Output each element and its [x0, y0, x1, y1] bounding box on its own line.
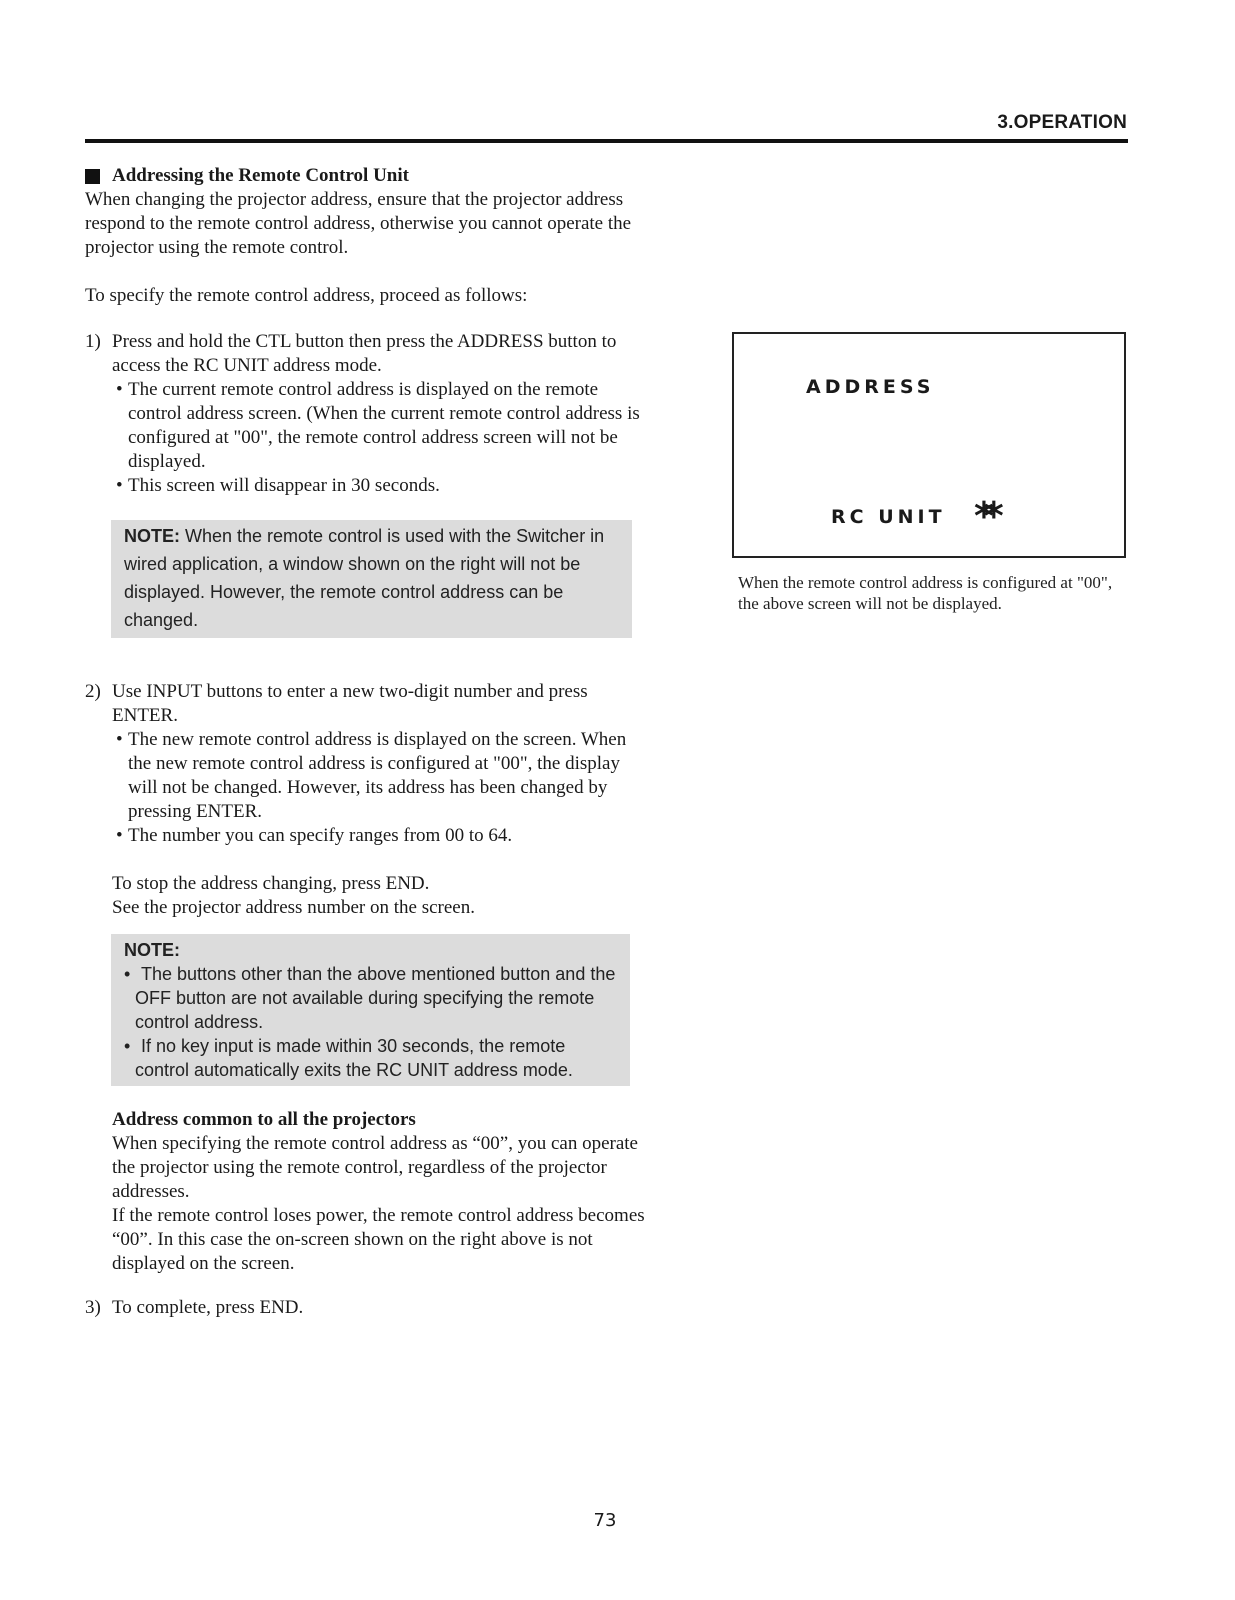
common-address-heading: Address common to all the projectors — [112, 1109, 416, 1130]
note-bullet — [124, 962, 618, 1034]
intro-paragraph: When changing the projector address, ensure that the projector address respond to the remote control address, otherwise you cannot operate the projector using the remote control. — [85, 189, 632, 258]
step-2-text-block — [85, 680, 645, 920]
step-2-bullet-text: The new remote control address is displayed on the screen. When the new remote control address is configured at "00", the display will not be changed. However, its address has been changed by pressing ENTER. — [128, 729, 627, 822]
step-2-note — [111, 934, 630, 1086]
note-bullet-text: If no key input is made within 30 seconds, the remote control automatically exits the RC UNIT address mode. — [135, 1036, 573, 1080]
intro-section — [85, 164, 645, 308]
step-2-bullet — [112, 728, 645, 824]
rc-unit-value: ** — [974, 494, 994, 538]
bullet-dot-icon: • — [116, 729, 123, 750]
step-3 — [85, 1296, 645, 1320]
common-address-block — [85, 1108, 645, 1276]
note-bullet-text: The buttons other than the above mentioned button and the OFF button are not available during specifying the remote control address. — [135, 964, 616, 1032]
header-rule — [85, 139, 1128, 143]
bullet-dot-icon: • — [116, 379, 123, 400]
step-1-number: 1) — [85, 331, 101, 352]
step-3-number: 3) — [85, 1297, 101, 1318]
step-3-text: To complete, press END. — [112, 1297, 304, 1318]
bullet-dot-icon: • — [116, 825, 123, 846]
common-address-paragraph-1: When specifying the remote control address as “00”, you can operate the projector using the remote control, regardless of the projector addresses. — [112, 1133, 638, 1202]
step-2-bullet-text: The number you can specify ranges from 00 to 64. — [128, 825, 513, 846]
bullet-dot-icon: • — [124, 1036, 131, 1056]
section-heading — [85, 164, 645, 188]
note-label: NOTE: — [124, 526, 180, 546]
page-number: 73 — [593, 1510, 617, 1531]
square-bullet-icon — [85, 169, 100, 184]
common-address-paragraph-2: If the remote control loses power, the remote control address becomes “00”. In this case the on-screen shown on the right above is not displayed on the screen. — [112, 1205, 645, 1274]
intro-lead: To specify the remote control address, proceed as follows: — [85, 285, 528, 306]
step-1 — [85, 330, 645, 638]
note-label: NOTE: — [124, 940, 180, 960]
step-2-text: Use INPUT buttons to enter a new two-digit number and press ENTER. — [112, 681, 588, 726]
step-2-bullet — [112, 824, 645, 848]
note-bullet — [124, 1034, 618, 1082]
step-2 — [85, 680, 645, 1276]
stop-instruction: To stop the address changing, press END. — [112, 873, 430, 894]
step-1-bullet-text: The current remote control address is displayed on the remote control address screen. (When the current remote control address is configured at "00", the remote control address screen will not be displayed. — [128, 379, 640, 472]
section-header: 3.OPERATION — [997, 112, 1127, 133]
step-1-bullet-text: This screen will disappear in 30 seconds. — [128, 475, 440, 496]
bullet-dot-icon: • — [124, 964, 131, 984]
screen-caption: When the remote control address is configured at "00", the above screen will not be displayed. — [738, 573, 1113, 613]
step-1-note — [111, 520, 632, 638]
address-screen-illustration — [732, 332, 1126, 558]
step-1-text: Press and hold the CTL button then press the ADDRESS button to access the RC UNIT address mode. — [112, 331, 617, 376]
step-2-number: 2) — [85, 681, 101, 702]
note-text: When the remote control is used with the Switcher in wired application, a window shown on the right will not be displayed. However, the remote control address can be changed. — [124, 526, 605, 630]
section-heading-text: Addressing the Remote Control Unit — [112, 165, 409, 186]
step-1-bullet — [112, 474, 645, 498]
bullet-dot-icon: • — [116, 475, 123, 496]
step-3-text-block — [85, 1296, 645, 1320]
see-instruction: See the projector address number on the screen. — [112, 897, 475, 918]
step-1-bullet — [112, 378, 645, 474]
rc-unit-label: RC UNIT — [831, 506, 946, 528]
step-1-text-block — [85, 330, 645, 498]
screen-title: ADDRESS — [806, 376, 935, 398]
